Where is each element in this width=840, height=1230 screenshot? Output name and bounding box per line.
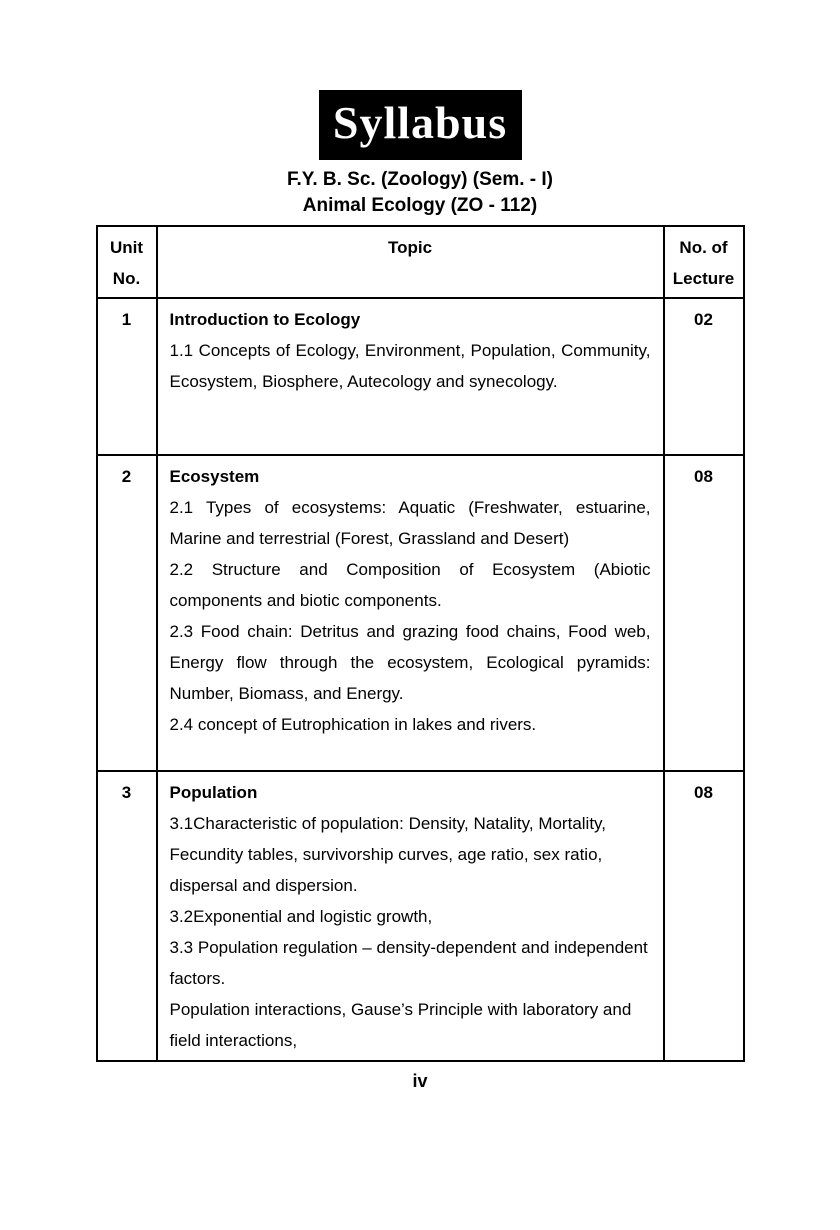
topic-cell <box>157 298 664 455</box>
topic-paragraph: 2.3 Food chain: Detritus and grazing food chains, Food web, Energy flow through the ecosystem, Ecological pyramids: Number, Biomass, and Energy. <box>169 622 651 703</box>
topic-paragraph: 3.2Exponential and logistic growth, <box>169 907 433 926</box>
topic-title: Population <box>169 783 258 802</box>
banner-title: Syllabus <box>332 97 508 148</box>
header-cell-lectures <box>664 226 744 298</box>
lecture-count-cell: 08 <box>664 455 744 771</box>
topic-paragraph: 3.3 Population regulation – density-dependent and independent factors. <box>169 938 648 988</box>
syllabus-banner <box>319 90 522 160</box>
topic-paragraph: 2.2 Structure and Composition of Ecosystem (Abiotic components and biotic components. <box>169 560 651 610</box>
header-unit-line2: No. <box>112 269 141 288</box>
topic-title: Ecosystem <box>169 467 260 486</box>
page-number: iv <box>412 1071 428 1091</box>
header-topic-label: Topic <box>387 238 433 257</box>
header-cell-unit <box>97 226 157 298</box>
topic-paragraph: 3.1Characteristic of population: Density, Natality, Mortality, Fecundity tables, survivorship curves, age ratio, sex ratio, dispersal and dispersion. <box>169 814 607 895</box>
topic-paragraph: 1.1 Concepts of Ecology, Environment, Population, Community, Ecosystem, Biosphere, Autecology and synecology. <box>169 341 651 391</box>
topic-title: Introduction to Ecology <box>169 310 361 329</box>
subject-name-line: Animal Ecology (ZO - 112) <box>302 195 538 216</box>
unit-number-cell: 3 <box>97 771 157 1061</box>
course-name-line: F.Y. B. Sc. (Zoology) (Sem. - I) <box>286 169 554 190</box>
unit-number-cell: 1 <box>97 298 157 455</box>
topic-paragraph: 2.4 concept of Eutrophication in lakes and rivers. <box>169 715 537 734</box>
header-lectures-line1: No. of <box>679 238 728 257</box>
topic-paragraph: 2.1 Types of ecosystems: Aquatic (Freshwater, estuarine, Marine and terrestrial (Forest, Grassland and Desert) <box>169 498 651 548</box>
topic-cell <box>157 771 664 1061</box>
header-lectures-line2: Lecture <box>672 269 735 288</box>
table-row <box>97 455 744 771</box>
topic-cell <box>157 455 664 771</box>
header-cell-topic <box>157 226 664 298</box>
table-row <box>97 298 744 455</box>
course-heading <box>0 167 840 219</box>
header-unit-line1: Unit <box>109 238 144 257</box>
topic-paragraph: Population interactions, Gause’s Principle with laboratory and field interactions, <box>169 1000 632 1050</box>
lecture-count-cell: 02 <box>664 298 744 455</box>
lecture-count-cell: 08 <box>664 771 744 1061</box>
unit-number-cell: 2 <box>97 455 157 771</box>
syllabus-table <box>96 225 745 1062</box>
table-header-row <box>97 226 744 298</box>
table-row <box>97 771 744 1061</box>
